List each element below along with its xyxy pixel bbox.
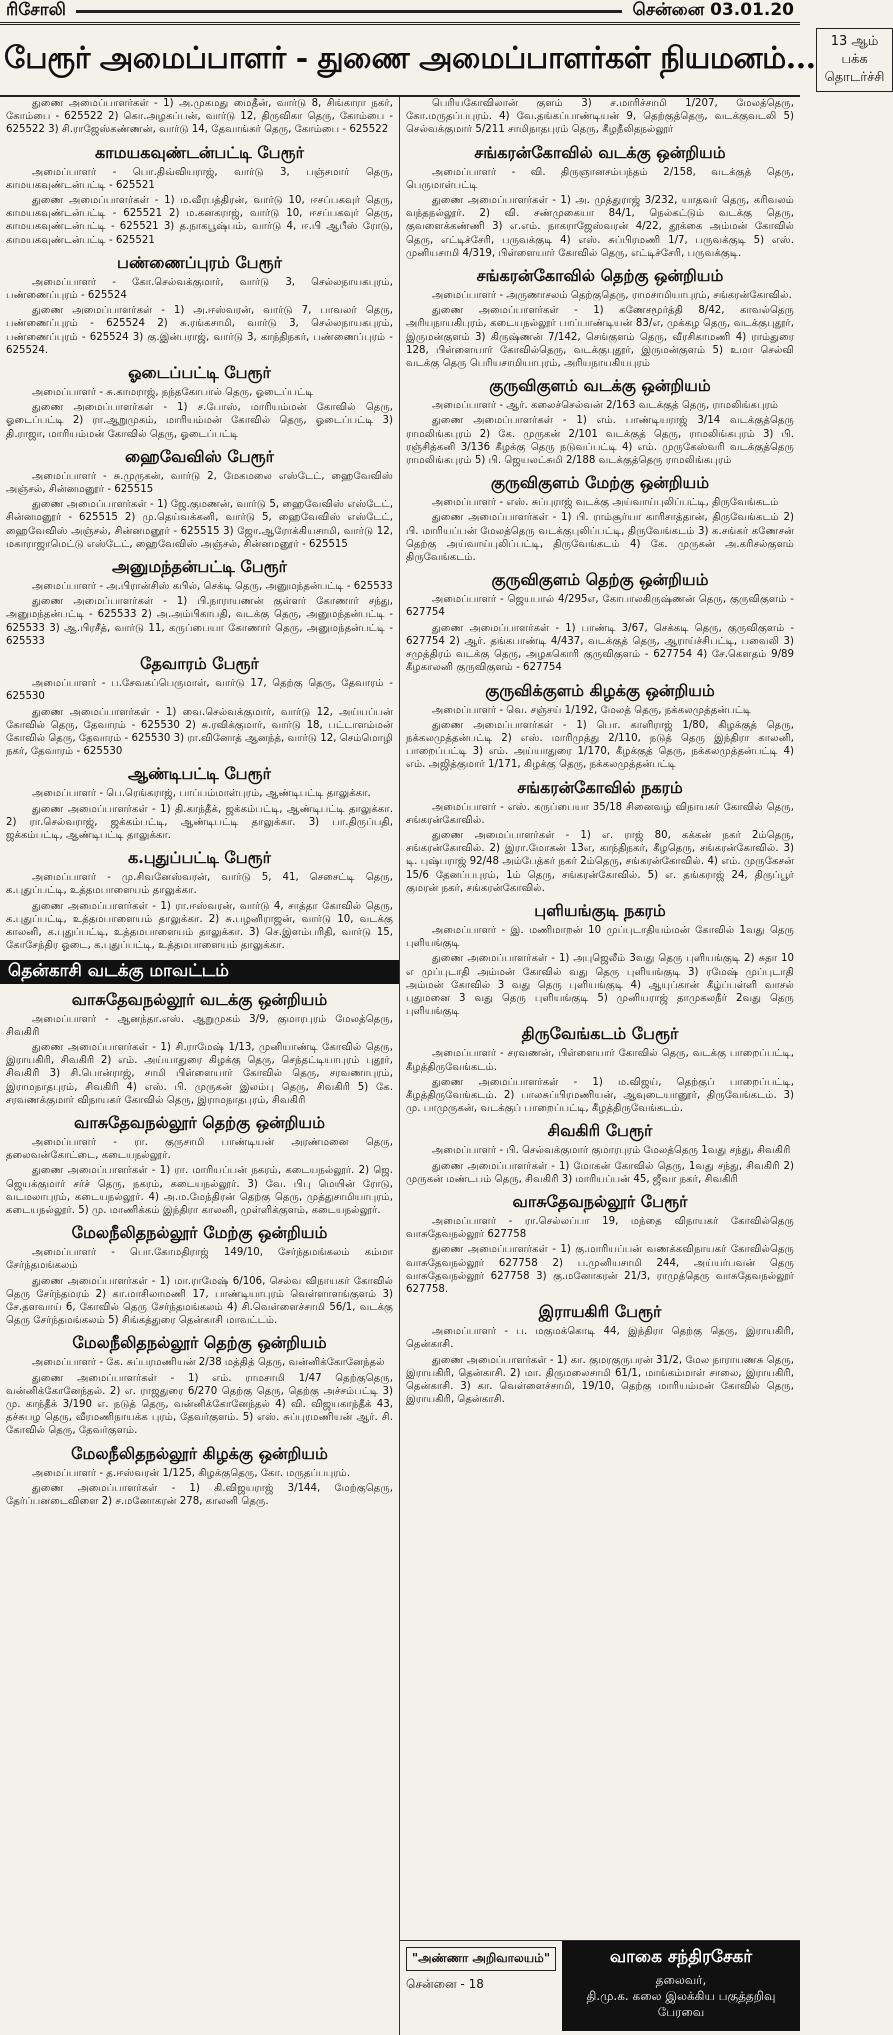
deputy-organizers-entry: துணை அமைப்பாளர்கள் - 1) தி.காந்தீக், ஜக்கம்பட்டி, ஆண்டிபட்டி தாலுக்கா. 2) ரா.செல்வராஜ், ஜக்கம்பட்டி, ஆண்டிபட்டி தாலுக்கா. 3) பா.திருப்பதி, ஜக்கம்பட்டி, ஆண்டிபட்டி தாலுக்கா. <box>6 803 393 841</box>
organizer-entry: அமைப்பாளர் - சு.முருகன், வார்டு 2, மேகமலை எஸ்டேட், ஹைவேவிஸ் அஞ்சல், சின்னமனூர் - 625515 <box>6 470 393 496</box>
deputy-organizers-entry: துணை அமைப்பாளர்கள் - 1) எ. ராஜ் 80, கக்கன் நகர் 2ம்தெரு, சங்கரன்கோவில். 2) இரா.மோகன் 13எ, காந்திநகர், கீழதெரு, சங்கரன்கோவில். 3) டி. புஷ்பராஜ் 92/48 அம்பேத்கர் நகர் 2ம்தெரு, சங்கரன்கோவில். 4) எம். முருகேசன் 15/6 தேனப்பபுரம், 1ம் தெரு, சங்கரன்கோவில். 5) எ. தங்கராஜ் 24, திருப்பூர் குமரன் நகர், சங்கரன்கோவில். <box>406 829 794 894</box>
deputy-organizers-entry: துணை அமைப்பாளர்கள் - 1) ச.போஸ், மாரியம்மன் கோவில் தெரு, ஓடைப்பட்டி 2) ரா.ஆறுமுகம், மாரியம்மன் கோவில் தெரு, ஓடைப்பட்டி 3) தி.ராஜா, மாரியம்மன் கோவில் தெரு, ஓடைப்பட்டி <box>6 402 393 440</box>
footer-signatory <box>562 1941 800 2031</box>
deputy-organizers-entry: துணை அமைப்பாளர்கள் - 1) கணேசமூர்த்தி 8/42, காவல்தெரு அரியநாயகிபுரம், கடையநல்லூர் பாப்பாண்டியன் 83/எ, முக்கழ தெரு, வடக்குபுதூர், இருமன்குளம் 3) கிருஷ்ணன் 7/142, செங்குளம் தெரு, வீரசிகாமணி 4) ராம்துரை 128, பிள்ளையார் கோவில்தெரு, வடக்குபுதூர், இருமன்குளம் 5) உமா செல்வி வடக்கு தெரு பெரியசாமியாபுரம், அரியநாயகியபுரம் <box>406 305 794 370</box>
deputy-organizers-entry: துணை அமைப்பாளர்கள் - 1) எம். பாண்டியராஜ் 3/14 வடக்குத்தெரு ராமலிங்கபுரம் 2) கே. முருகன் 2/101 வடக்குத் தெரு, ராமலிங்கபுரம் 3) பி. ரஞ்சித்கனி 3/136 கீழக்கு தெரு நடுவப்பட்டி 4) எம். முருகேஸ்வரி வடக்குத்தெரு ராமலிங்கபுரம் 5) பி. ஜெயலட்சுமி 2/188 வடக்குத்தெரு ராமலிங்கபுரம் <box>406 415 794 467</box>
section-title: மேலநீலிதநல்லூர் மேற்கு ஒன்றியம் <box>71 1223 328 1243</box>
section-title: வாசுதேவநல்லூர் பேரூர் <box>512 1191 688 1211</box>
organizer-entry: அமைப்பாளர் - பொ.கோமதிராஜ் 149/10, சேர்ந்தமங்கலம் கம்மா சேர்ந்தமங்கலம் <box>6 1247 393 1272</box>
organizer-entry: அமைப்பாளர் - ப.சேவகப்பெருமாள், வார்டு 17, தெற்கு தெரு, தேவாரம் - 625530 <box>6 678 393 703</box>
deputy-organizers-entry: துணை அமைப்பாளர்கள் - 1) ஜே.குமணன், வார்டு 5, ஹைவேவிஸ் எஸ்டேட், சின்னமனூர் - 625515 2) மு.தெய்வக்கனி, வார்டு 5, ஹைவேவிஸ் எஸ்டேட், ஹைவேவிஸ் அஞ்சல், சின்னமனூர் - 625515 3) ஜோ.ஆரோக்கியசாமி, வார்டு 12, மகாராஜாமெட்டு எஸ்டேட், ஹைவேவிஸ் அஞ்சல், சின்னமனூர் - 625515 <box>6 499 393 550</box>
section-title: ஓடைப்பட்டி பேரூர் <box>128 363 271 383</box>
organizer-entry: அமைப்பாளர் - ப. மகுமக்கொடி 44, இந்திரா தெற்கு தெரு, இராயகிரி, தென்காசி. <box>406 1326 794 1351</box>
masthead-rule <box>76 10 623 13</box>
organizer-entry: அமைப்பாளர் - கோ.செல்வக்குமார், வார்டு 3, செல்லநாயகபுரம், பண்ணைப்புரம் - 625524 <box>6 276 393 302</box>
deputy-organizers-entry: துணை அமைப்பாளர்கள் - 1) கி.விஜயராஜ் 3/144, மேற்குதெரு, தேர்ப்பனடைவிளை 2) ச.மனோகரன் 278, காலனி தெரு. <box>6 1482 393 1508</box>
section-title: தேவாரம் பேரூர் <box>140 654 259 674</box>
deputy-organizers-entry: துணை அமைப்பாளர்கள் - 1) வை.செல்வக்குமார், வார்டு 12, அய்யப்பன் கோவில் தெரு, தேவாரம் - 625530 2) சு.ரவிக்குமார், வார்டு 18, பட்டாளம்மன் கோவில் தெரு, தேவாரம் - 625530 3) ரா.வினோத் ஆனந்த், வார்டு 12, செம்மொழி நகர், தேவாரம் - 625530 <box>6 706 393 758</box>
signatory-org: தி.மு.க. கலை இலக்கிய பகுத்தறிவு பேரவை <box>586 1989 776 2019</box>
organizer-entry: அமைப்பாளர் - கே. சுப்பரமணியன் 2/38 மத்தித் தெரு, வன்னிக்கோனேந்தல் <box>32 1357 385 1369</box>
deputy-organizers-entry: துணை அமைப்பாளர்கள் - 1) ரா. மாரியப்பன் நகரம், கடையநல்லூர். 2) ஜெ. ஜெயக்குமார் சர்ச் தெரு, நகரம், கடையநல்லூர். 3) வே. பிபு மெயின் ரோடு, வடமலாபுரம், கடையநல்லூர். 4) அ.ம.மேந்திரன் தெற்கு தெரு, முத்துசாமியாபுரம், கடையநல்லூர். 5) மு. மாணிக்கம் இந்திரா காலனி, முள்ளிக்குளம், கடையநல்லூர். <box>6 1165 393 1216</box>
deputy-organizers-entry: துணை அமைப்பாளர்கள் - 1) சி.ராமேஷ் 1/13, முனியாண்டி கோவில் தெரு, இராயகிரி, சிவகிரி 2) எம். அய்யாதுரை கிழக்கு தெரு, செந்தட்டியாபுரம் புதூர், சிவகிரி 3) சி.பொன்ராஜ், சாமி பிள்ளையார் கோவில் தெரு, சரவணாபுரம், இராமநாதபுரம், சிவகிரி 4) எஸ். பி. முருகன் இலம்பு தெரு, சிவகிரி 5) கே. சரவணக்குமார் விநாயகர் கோவில் தெரு, இராமநாதபுரம், சிவகிரி <box>6 1041 393 1106</box>
section-title: குருவிகுளம் வடக்கு ஒன்றியம் <box>489 376 711 396</box>
district-banner: தென்காசி வடக்கு மாவட்டம் <box>0 960 399 983</box>
deputy-organizers-entry: துணை அமைப்பாளர்கள் - 1) மா.ராமேஷ் 6/106, செல்வ விநாயகர் கோவில் தெரு சேர்ந்தமரம் 2) கா.மாசிலாமணி 17, பாண்டியாபுரம் வெள்ளாளங்குளம் 3) சே.தளவாய் 6, கோவில் தெரு சேர்ந்தமங்கலம் 4) சி.வெள்ளைச்சாமி 56/1, வடக்கு தெரு சேர்ந்தமங்கலம் 5) சிங்கத்துரை தென்காசி மாவட்டம். <box>6 1275 393 1327</box>
headline-bar <box>0 25 885 97</box>
organizer-entry: அமைப்பாளர் - அ.பிரான்சிஸ் கபில், செக்டி தெரு, அனுமந்தன்பட்டி - 625533 <box>32 581 393 593</box>
organizer-entry: அமைப்பாளர் - பொ.திவ்வியராஜ், வார்டு 3, பஞ்சமார் தெரு, காமயகவுண்டன்பட்டி - 625521 <box>6 166 393 191</box>
deputy-organizers-entry: துணை அமைப்பாளர்கள் - 1) பாண்டி 3/67, செக்கடி தெரு, குருவிகுளம் - 627754 2) ஆர். தங்கபாண்டி 4/437, வடக்குத் தெரு, ஆராய்ச்சிபட்டி, பவைலி 3) சமுத்திரம் வடக்கு தெரு, அழககொரி குருவிகுளம் - 627754 4) சே.கௌதம் 9/89 கீழகாலனி குருவிகுளம் - 627754 <box>406 622 794 674</box>
section-title: சங்கரன்கோவில் தெற்கு ஒன்றியம் <box>476 266 724 286</box>
signatory-name: வாகை சந்திரசேகர் <box>609 1947 753 1967</box>
deputy-organizers-entry: துணை அமைப்பாளர்கள் - 1) மோகன் கோவில் தெரு, 1வது சந்து, சிவகிரி 2) முருகன் மண்டபம் தெரு, சிவகிரி 3) மாரியப்பன் 45, ஜீவா நகர், சிவகிரி <box>406 1160 794 1185</box>
deputy-organizers-entry: துணை அமைப்பாளர்கள் - 1) கு.மாரியப்பன் வணக்கவிநாயகர் கோவில்தெரு வாசுதேவநல்லூர் 627758 2) ப.முனியசாமி 244, அய்யர்பவன் தெரு வாசுதேவநல்லூர் 627758 3) கு.மனோகரன் 21/3, ராமுத்தெரு வாசுதேவநல்லூர் 627758. <box>406 1244 794 1295</box>
deputy-organizers-entry: துணை அமைப்பாளர்கள் - 1) பி.நாராயணன் குள்ளர் கோணார் சந்து, அனுமந்தன்பட்டி - 625533 2) அ.அம்பிகாபதி, வடக்கு தெரு, அனுமந்தன்பட்டி - 625533 3) ஆ.பிரசீத், வார்டு 11, கருப்பையா கோணார் தெரு, அனுமந்தன்பட்டி - 625533 <box>6 596 393 647</box>
right-intro: பெரியகோவிலான் குளம் 3) ச.மாரிச்சாமி 1/207, மேலத்தெரு, கோ.மருதப்பபுரம். 4) வே.தங்கப்பாண்டியன் 9, தெற்குத்தெரு, வடக்குவடலி 5) செல்வக்குமார் 5/211 சாமிநாதபுரம் தெரு, கீழநீலிதநல்லூர் <box>406 98 794 136</box>
organizer-entry: அமைப்பாளர் - ஜெயபால் 4/295எ, கோபாலகிருஷ்ணன் தெரு, குருவிகுளம் - 627754 <box>406 594 794 619</box>
organizer-entry: அமைப்பாளர் - ஆர். கலைச்செல்வன் 2/163 வடக்குத் தெரு, ராமலிங்கபுரம் <box>432 400 779 412</box>
continuation-box <box>816 28 893 92</box>
organizer-entry: அமைப்பாளர் - எஸ். சுப்புராஜ் வடக்கு அய்வாய்புலிப்பட்டி, திருவேங்கடம் <box>432 497 779 509</box>
paper-name: ரிசோலி <box>6 0 66 20</box>
deputy-organizers-entry: துணை அமைப்பாளர்கள் - 1) ம.வீரபத்திரன், வார்டு 10, ஈசப்பகவுர் தெரு, காமயகவுண்டன்பட்டி - 625521 2) ம.கனகராஜ், வார்டு 10, ஈசப்பகவுர் தெரு, காமயகவுண்டன்பட்டி - 625521 3) த.நாகபூஷ்பம், வார்டு 4, ஈ.பி ஆபீஸ் ரோடு, காமயகவுண்டன்பட்டி - 625521 <box>6 195 393 246</box>
continuation-label: தொடர்ச்சி <box>824 70 885 85</box>
section-title: ஆண்டிபட்டி பேரூர் <box>128 764 271 784</box>
right-sections <box>406 143 794 1407</box>
section-title: பண்ணைப்புரம் பேரூர் <box>117 252 282 272</box>
section-title: இராயகிரி பேரூர் <box>538 1302 662 1322</box>
section-title: சிவகிரி பேரூர் <box>547 1121 653 1141</box>
section-title: திருவேங்கடம் பேரூர் <box>521 1024 679 1044</box>
organizer-entry: அமைப்பாளர் - சு.காமராஜ், நந்தகோபால் தெரு, ஓடைப்பட்டி <box>32 387 314 399</box>
section-title: மேலநீலிதநல்லூர் கிழக்கு ஒன்றியம் <box>71 1443 328 1463</box>
deputy-organizers-entry: துணை அமைப்பாளர்கள் - 1) ரா.ஈஸ்வரன், வார்டு 4, சாத்தா கோவில் தெரு, க.புதுப்பட்டி, உத்தமபாளையம் தாலுக்கா. 2) சு.பழனிராஜன், வார்டு 10, வடக்கு காலனி, க.புதுப்பட்டி, உத்தமபாளையம் தாலுக்கா. 3) செ.இளம்பரிதி, வார்டு 15, கோசேந்திர ஓடை, க.புதுப்பட்டி, உத்தமபாளையம் தாலுக்கா. <box>6 900 393 952</box>
organizer-entry: அமைப்பாளர் - த.ஈஸ்வரன் 1/125, கிழக்குதெரு, கோ. மருதப்பபுரம். <box>32 1467 351 1479</box>
organizer-entry: அமைப்பாளர் - பெ.ரெங்கராஜ், பாப்பம்மாள்புரம், ஆண்டிபட்டி தாலுக்கா. <box>32 788 371 800</box>
section-title: குருவிகுளம் தெற்கு ஒன்றியம் <box>491 570 709 590</box>
continuation-page: 13 ஆம் பக்க <box>830 34 879 67</box>
left-sections-2 <box>6 990 393 1509</box>
section-title: காமயகவுண்டன்பட்டி பேரூர் <box>95 142 304 162</box>
signature-footer <box>400 1940 800 2031</box>
section-title: குருவிகுளம் மேற்கு ஒன்றியம் <box>490 473 710 493</box>
organizer-entry: அமைப்பாளர் - ரா. குருசாமி பாண்டியன் அரண்மனை தெரு, தலைவன்கோட்டை, கடையநல்லூர். <box>6 1136 393 1162</box>
deputy-organizers-entry: துணை அமைப்பாளர்கள் - 1) ம.விஜய், தெற்குப் பாறைப்பட்டி, கீழத்திருவேங்கடம். 2) பாலசுப்பிரமணியன், ஆவுடையானூர், திருவேங்கடம். 3) மு. பாமுருகன், வடக்குப் பாறைப்பட்டி, கீழத்திருவேங்கடம். <box>406 1076 794 1115</box>
section-title: புளியங்குடி நகரம் <box>534 900 666 920</box>
section-title: வாசுதேவநல்லூர் வடக்கு ஒன்றியம் <box>71 989 328 1009</box>
organizer-entry: அமைப்பாளர் - வி. திருஞானசம்பந்தம் 2/158, வடக்குத் தெரு, பெருமாள்பட்டி <box>406 166 794 191</box>
section-title: குருவிக்குளம் கிழக்கு ஒன்றியம் <box>485 680 715 700</box>
deputy-organizers-entry: துணை அமைப்பாளர்கள் - 1) எம். ராமசாமி 1/47 தெற்குதெரு, வன்னிக்கோனேந்தல். 2) எ. ராஜதுரை 6/270 தெற்கு தெரு, தெற்கு அச்சம்பட்டி 3) மு. காந்தீக் 3/190 எ. நடுத் தெரு, வன்னிக்கோனேந்தல் 4) வி. விஜயகாந்தீக் 43, தச்சுபழ தெரு, வீரமணிநாயக்க புரம், தேவர்குளம். 5) எஸ். சுப்புரமணியன் ஆர். சி. கோவில் தெரு, தேவர்குளம். <box>6 1372 393 1437</box>
masthead-strip <box>0 0 800 25</box>
column-left <box>0 97 400 2035</box>
organizer-entry: அமைப்பாளர் - மு.சிவனேஸ்வரன், வார்டு 5, 41, செசைட்டி தெரு, க.புதுப்பட்டி, உத்தமபாளையம் தாலுக்கா. <box>6 872 393 897</box>
left-intro: துணை அமைப்பாளர்கள் - 1) அ.முகமது மைதீன், வார்டு 8, சிங்காரா நகர், கோம்பை - 625522 2) கொ.அழகப்பன், வார்டு 12, திருவிகா தெரு, கோம்பை - 625522 3) சி.ராஜேஸ்கண்ணன், வார்டு 14, தேவாங்கர் தெரு, கோம்பை - 625522 <box>6 98 393 136</box>
column-right <box>400 97 800 2035</box>
organizer-entry: அமைப்பாளர் - ஆனந்தா.எஸ். ஆறுமுகம் 3/9, குமாரபுரம் மேலத்தெரு, சிவகிரி <box>6 1013 393 1038</box>
section-title: மேலநீலிதநல்லூர் தெற்கு ஒன்றியம் <box>72 1333 327 1353</box>
section-title: சங்கரன்கோவில் வடக்கு ஒன்றியம் <box>474 142 726 162</box>
organizer-entry: அமைப்பாளர் - வெ. சஞ்சய் 1/192, மேலத் தெரு, நக்கலமுத்தன்பட்டி <box>432 704 752 716</box>
deputy-organizers-entry: துணை அமைப்பாளர்கள் - 1) அ.ஈஸ்வரன், வார்டு 7, பாவலர் தெரு, பண்ணைப்புரம் - 625524 2) சு.ரங்கசாமி, வார்டு 3, செல்லநாயகபுரம், பண்ணைப்புரம் - 625524 3) கு.இன்பராஜ், வார்டு 3, காந்திநகர், பண்ணைப்புரம் - 625524. <box>6 305 393 356</box>
deputy-organizers-entry: துணை அமைப்பாளர்கள் - 1) கா. குமரகுருபரன் 31/2, மேல நாராயணசு தெரு, இராயகிரி, தென்காசி. 2) மா. திருமலைசாமி 61/1, மாங்கம்மாள் சாலை, இராயகிரி, தென்காசி. 3) கா. வெள்ளைச்சாமி, 19/10, தெற்கு மாரியம்மன் கோவில் தெரு, இராயகிரி, தென்காசி. <box>406 1354 794 1406</box>
section-title: அனுமந்தன்பட்டி பேரூர் <box>112 557 287 577</box>
deputy-organizers-entry: துணை அமைப்பாளர்கள் - 1) அ. முத்துராஜ் 3/232, யாதவர் தெரு, கரிவலம் வந்தநல்லூர். 2) வி. சண்முகையா 84/1, நெல்கட்டும் வடக்கு தெரு, குவளைக்கண்ணி 3) எ.எம். நாகராஜேஸ்வரன் 4/22, தூக்கை அம்மன் கோவில் தெரு, எட்டிச்சேரி, பருவக்குடி 4) எஸ். சுப்பிரமணி 1/7, பருவக்குடி 5) எஸ். முனியசாமி 4/319, பிள்ளையார் கோவில் தெரு, எட்டிச்சேரி, பருவக்குடி. <box>406 195 794 259</box>
organizer-entry: அமைப்பாளர் - அருணாசலம் தெற்குதெரு, ராமசாமியாபுரம், சங்கரன்கோவில். <box>432 290 792 302</box>
section-title: க.புதுப்பட்டி பேரூர் <box>127 848 272 868</box>
organizer-entry: அமைப்பாளர் - ரா.செல்லப்பா 19, மந்தை விநாயகர் கோவில்தெரு வாசுதேவநல்லூர் 627758 <box>406 1215 794 1241</box>
footer-address <box>400 1941 562 2031</box>
organizer-entry: அமைப்பாளர் - பி. செல்வக்குமார் குமாரபுரம் மேலத்தெரு 1வது சந்து, சிவகிரி <box>432 1145 791 1157</box>
deputy-organizers-entry: துணை அமைப்பாளர்கள் - 1) பொ. காளிராஜ் 1/80, கிழக்குத் தெரு, நக்கலமுத்தன்பட்டி 2) எஸ். மாரிமுத்து 2/110, நடுத் தெரு இந்திரா காலனி, பாறைப்பட்டி 3) எம். அய்யாதுரை 1/170, கீழக்குத் தெரு, நக்கலமுத்தன்பட்டி 4) எம். அஜித்குமார் 1/171, கிழக்கு தெரு, நக்கலமுத்தன்பட்டி <box>406 719 794 771</box>
section-title: ஹைவேவிஸ் பேரூர் <box>124 446 274 466</box>
footer-city: சென்னை - 18 <box>406 1977 484 1991</box>
issue-date: சென்னை 03.01.20 <box>632 0 794 20</box>
headline-title: பேரூர் அமைப்பாளர் - துணை அமைப்பாளர்கள் நியமனம்... <box>4 40 816 76</box>
signatory-role: தலைவர், <box>655 1973 707 1987</box>
organizer-entry: அமைப்பாளர் - சரவணன், பிள்ளையார் கோவில் தெரு, வடக்கு பாறைப்பட்டி, கீழத்திருவேங்கடம். <box>406 1048 794 1073</box>
organizer-entry: அமைப்பாளர் - எஸ். கருப்பையா 35/18 சினைவழ் விநாயகர் கோவில் தெரு, சங்கரன்கோவில். <box>406 801 794 826</box>
left-sections <box>6 143 393 953</box>
deputy-organizers-entry: துணை அமைப்பாளர்கள் - 1) பி. ராம்சூர்யா காரிசாத்தான், திருவேங்கடம் 2) பி. மாரியப்பன் மேலத்தெரு வடக்குபுலிப்பட்டி, திருவேங்கடம் 3) க.சங்கர் கணேசன் தெற்கு அய்வாய்புலிப்பட்டி, திருவேங்கடம் 4) கே. முருகன் அ.கரிசல்குளம் திருவேங்கடம். <box>406 512 794 564</box>
organizer-entry: அமைப்பாளர் - இ. மணிமாறன் 10 முப்புடாதியம்மன் கோவில் 1வது தெரு புளியங்குடி <box>406 924 794 950</box>
section-title: வாசுதேவநல்லூர் தெற்கு ஒன்றியம் <box>74 1112 325 1132</box>
deputy-organizers-entry: துணை அமைப்பாளர்கள் - 1) அபுஜெலீம் 3வது தெரு புளியங்குடி 2) சுதா 10 எ முப்புடாதி அம்மன் கோவில் வது தெரு புளியங்குடி 3) ரமேஷ் முப்புடாதி அம்மன் கோவில் 3 வது தெரு புளியங்குடி 4) ஆயுப்கான் கீழ்ப்பள்ளி வாசல் புதுமனை 3 வது தெரு புளியங்குடி 5) முனியராஜ் தாமுகலநீர் 2வது தெரு புளியங்குடி <box>406 953 794 1018</box>
section-title: சங்கரன்கோவில் நகரம் <box>517 777 683 797</box>
article-columns <box>0 97 800 2035</box>
footer-quote: "அண்ணா அறிவாலயம்" <box>406 1947 556 1971</box>
